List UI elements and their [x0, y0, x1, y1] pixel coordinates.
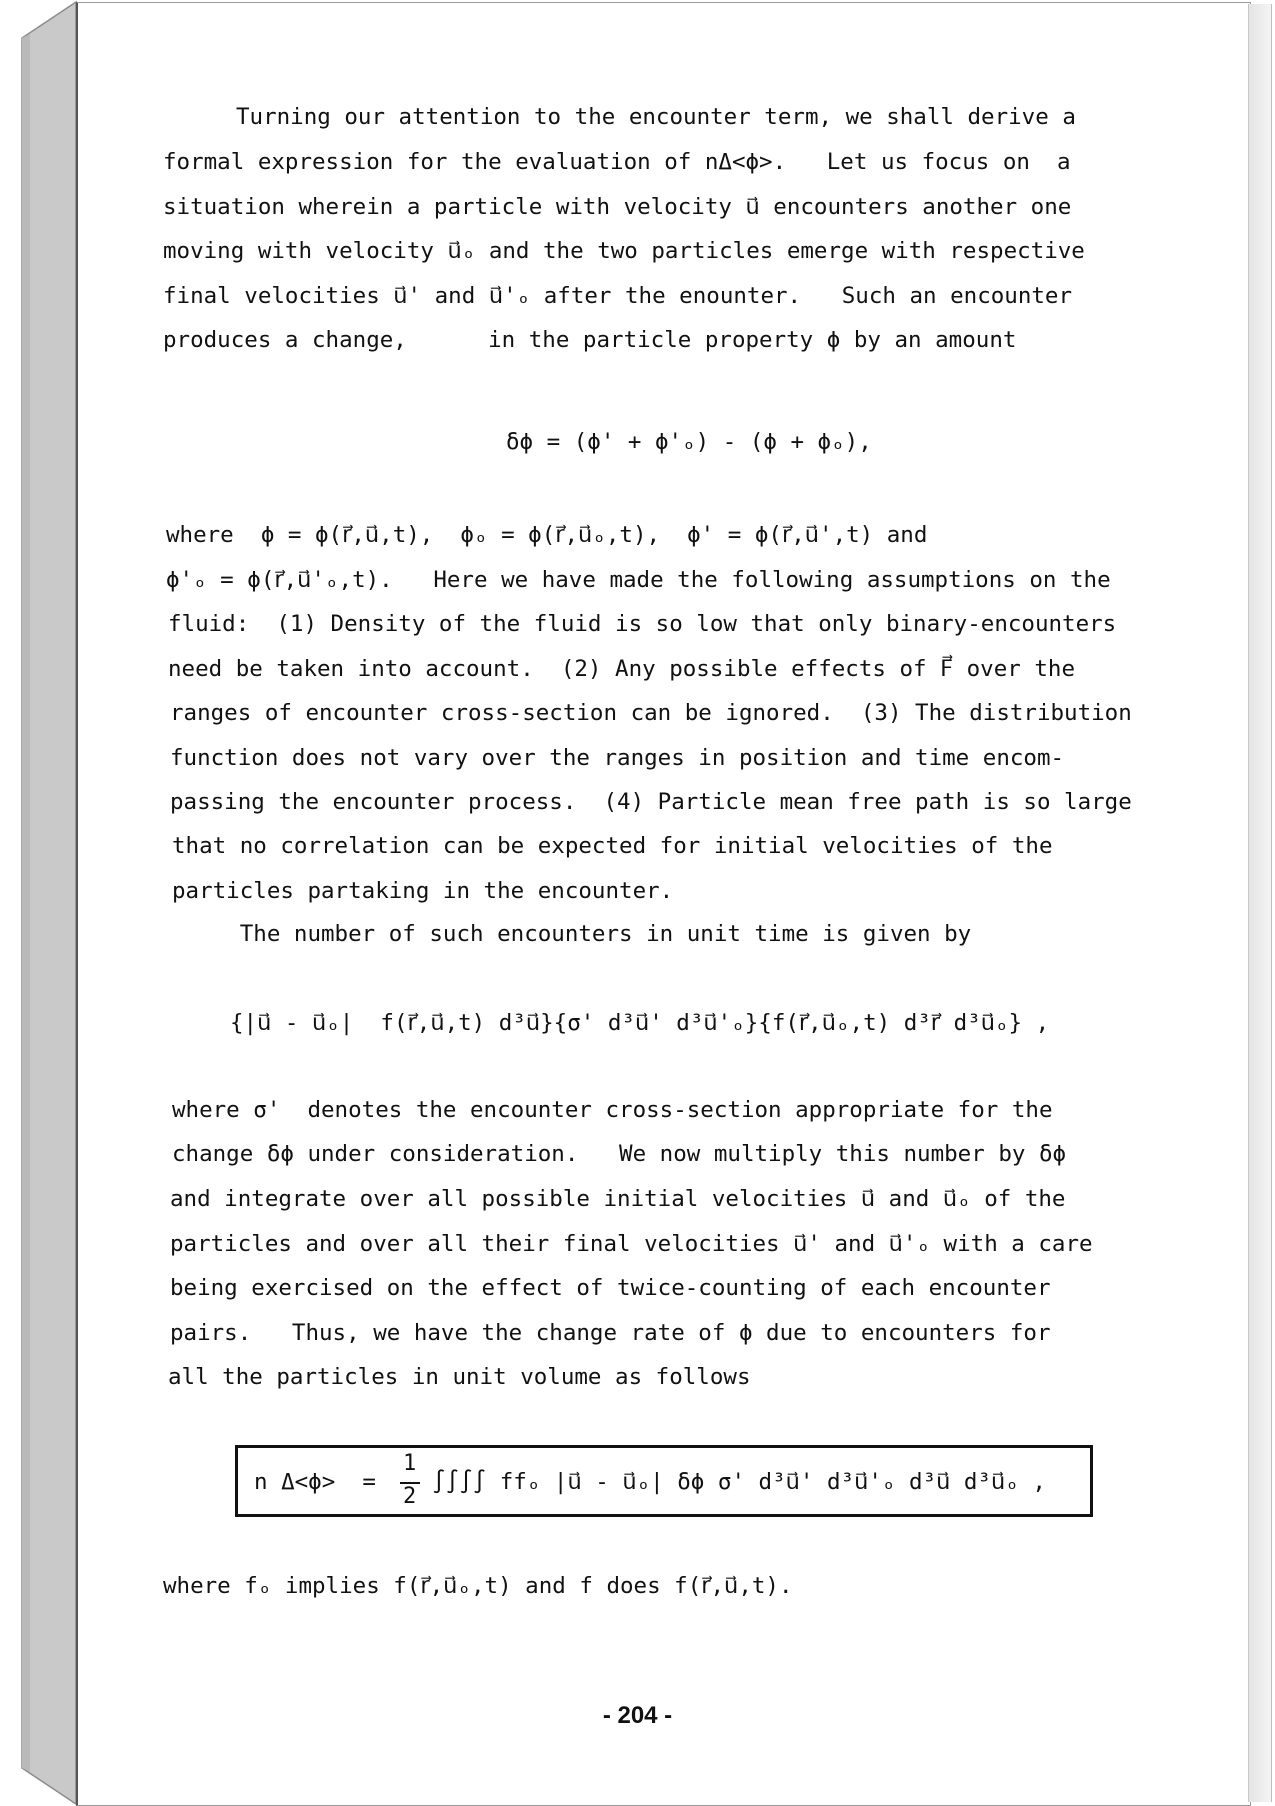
paragraph2-line: where ϕ = ϕ(r⃗,u⃗,t), ϕₒ = ϕ(r⃗,u⃗ₒ,t), ϕ' = ϕ(r⃗,u⃗',t) and [166, 522, 928, 548]
paragraph1-line: Turning our attention to the encounter term, we shall derive a [236, 104, 1076, 130]
book-spine [0, 0, 80, 1806]
closing-line: where fₒ implies f(r⃗,u⃗ₒ,t) and f does f(r⃗,u⃗,t). [163, 1573, 793, 1599]
paragraph2-line: function does not vary over the ranges in position and time encom- [170, 745, 1065, 771]
paragraph2-line: need be taken into account. (2) Any possible effects of F⃗ over the [168, 656, 1075, 682]
fraction-numerator: 1 [403, 1451, 417, 1476]
equation-encounter-count: {|u⃗ - u⃗ₒ| f(r⃗,u⃗,t) d³u⃗}{σ' d³u⃗' d³u⃗'ₒ}{f(r⃗,u⃗ₒ,t) d³r⃗ d³u⃗ₒ} , [230, 1010, 1050, 1036]
equation-lhs: n Δ<ϕ> = [254, 1469, 376, 1495]
equation-delta-phi: δϕ = (ϕ' + ϕ'ₒ) - (ϕ + ϕₒ), [506, 429, 872, 455]
paragraph3-line: all the particles in unit volume as follows [168, 1364, 751, 1390]
paragraph3-line: pairs. Thus, we have the change rate of ϕ due to encounters for [170, 1320, 1051, 1346]
page-number: - 204 - [602, 1702, 673, 1729]
paragraph2-line: passing the encounter process. (4) Particle mean free path is so large [170, 789, 1132, 815]
paragraph1-line: produces a change, in the particle property ϕ by an amount [163, 327, 1017, 353]
paragraph2-line: fluid: (1) Density of the fluid is so low that only binary-encounters [168, 611, 1117, 637]
paragraph3-line: and integrate over all possible initial velocities u⃗ and u⃗ₒ of the [170, 1186, 1066, 1212]
paragraph3-line: change δϕ under consideration. We now multiply this number by δϕ [172, 1141, 1067, 1167]
boxed-equation [235, 1445, 1093, 1517]
paragraph2-line: particles partaking in the encounter. [172, 878, 674, 904]
paragraph3-line: particles and over all their final velocities u⃗' and u⃗'ₒ with a care [170, 1231, 1093, 1257]
paragraph3-line: where σ' denotes the encounter cross-section appropriate for the [172, 1097, 1053, 1123]
paragraph2-line: ϕ'ₒ = ϕ(r⃗,u⃗'ₒ,t). Here we have made the following assumptions on the [166, 567, 1111, 593]
paragraph3-line: being exercised on the effect of twice-counting of each encounter [170, 1275, 1051, 1301]
paragraph1-line: situation wherein a particle with velocity u⃗ encounters another one [163, 194, 1072, 220]
fraction-denominator: 2 [403, 1484, 417, 1509]
page-edge [1248, 4, 1272, 1802]
paragraph2-line: ranges of encounter cross-section can be ignored. (3) The distribution [170, 700, 1132, 726]
paragraph1-line: moving with velocity u⃗ₒ and the two particles emerge with respective [163, 238, 1085, 264]
paragraph1-line: final velocities u⃗' and u⃗'ₒ after the enounter. Such an encounter [163, 283, 1073, 309]
equation-rhs: ∫∫∫∫ ffₒ |u⃗ - u⃗ₒ| δϕ σ' d³u⃗' d³u⃗'ₒ d³u⃗ d³u⃗ₒ , [432, 1469, 1046, 1495]
paragraph2-line: The number of such encounters in unit time is given by [172, 921, 972, 947]
paragraph1-line: formal expression for the evaluation of nΔ<ϕ>. Let us focus on a [163, 149, 1071, 175]
paragraph2-line: that no correlation can be expected for initial velocities of the [172, 833, 1053, 859]
